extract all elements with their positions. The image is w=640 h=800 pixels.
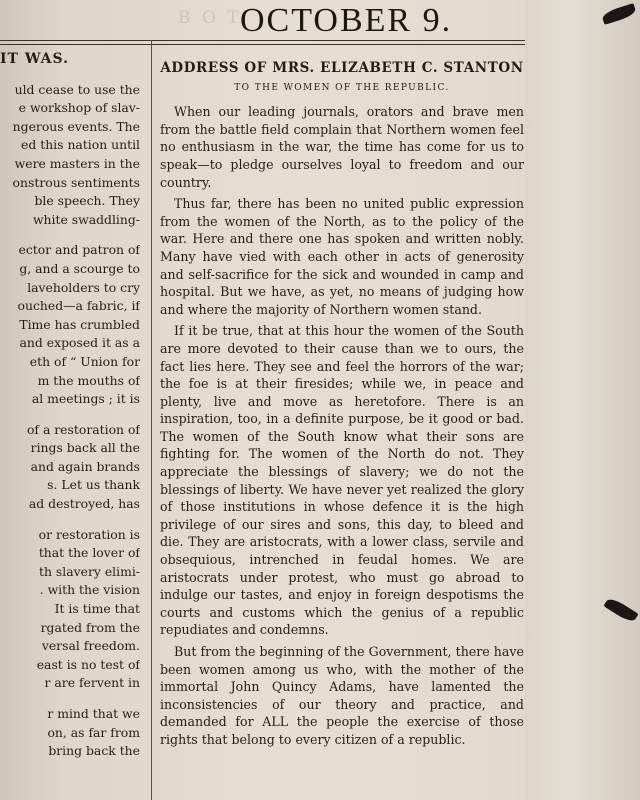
article-subtitle: TO THE WOMEN OF THE REPUBLIC.: [234, 82, 450, 93]
article-paragraph: When our leading journals, orators and brave men from the battle field complain that Northern women feel no enthusiasm in the war, the time has come for us to speak—to pledge ourselves loyal to freedom and our country.: [160, 104, 524, 190]
left-column-line: ector and patron of: [18, 242, 140, 258]
paragraph-gap: [0, 693, 140, 705]
paragraph-gap: [0, 409, 140, 421]
left-column-line: m the mouths of: [37, 372, 140, 388]
left-column-line: of a restoration of: [26, 421, 140, 437]
left-column-line: ble speech. They: [34, 193, 140, 209]
left-column-line: ouched—a fabric, if: [17, 298, 140, 314]
left-column-line: east is no test of: [36, 656, 140, 672]
left-column-line: rings back all the: [30, 440, 140, 456]
left-column-line: that the lover of: [38, 545, 140, 561]
left-column-line: . with the vision: [39, 582, 140, 598]
left-column-line: th slavery elimi-: [39, 563, 140, 579]
left-column-line: s. Let us thank: [47, 477, 140, 493]
article-title: ADDRESS OF MRS. ELIZABETH C. STANTON: [160, 60, 524, 76]
left-column-line: r mind that we: [47, 706, 140, 721]
left-column-line: Time has crumbled: [19, 316, 140, 332]
issue-date: OCTOBER 9.: [240, 2, 453, 39]
left-column-line: on, as far from: [47, 724, 140, 740]
left-column: [0, 42, 140, 761]
left-column-line: bring back the: [48, 743, 140, 759]
left-column-heading: IT WAS.: [0, 51, 70, 67]
left-column-line: ngerous events. The: [12, 118, 140, 134]
article-paragraph: If it be true, that at this hour the women of the South are more devoted to their cause than we to ours, the fact lies here. They see and feel the horrors of the war; the foe is at their firesides; while we, in peace and plenty, live and move as heretofore. There is an inspiration, too, in a definite purpose, be it good or bad. The women of the South know what their sons are fighting for. The women of the North do not. They appreciate the blessings of slavery; we do not the blessings of liberty. We have never yet realized the glory of those institutions in whose defence it is the high privilege of our sires and sons, this day, to bleed and die. They are aristocrats, with a lower class, servile and obsequious, intrenched in feudal homes. We are aristocrats under protest, who must go abroad to indulge our tastes, and enjoy in foreign despotisms the courts and customs which the genius of a republic repudiates and condemns.: [160, 323, 524, 638]
article-paragraph: Thus far, there has been no united public expression from the women of the North, as to the policy of the war. Here and there one has spoken and written nobly. Many have vied with each other in acts of generosity and self-sacrifice for the sick and wounded in camp and hospital. But we have, as yet, no means of judging how and where the majority of Northern women stand.: [160, 196, 524, 317]
column-divider: [151, 40, 152, 800]
left-column-line: were masters in the: [14, 155, 140, 171]
left-column-line: white swaddling-: [32, 211, 140, 227]
masthead-ghost-text: B O T: [178, 8, 242, 28]
paragraph-gap: [0, 514, 140, 526]
header-rule: [0, 40, 525, 41]
left-column-line: or restoration is: [38, 526, 140, 542]
binding-clip-icon: [601, 3, 637, 25]
left-column-line: eth of “ Union for: [29, 353, 140, 369]
page-margin: [525, 0, 640, 800]
left-column-line: ed this nation until: [21, 137, 140, 153]
left-column-line: laveholders to cry: [27, 279, 140, 295]
article-paragraph: But from the beginning of the Government, there have been women among us who, with the mother of the immortal John Quincy Adams, have lamented the inconsistencies of our theory and practice, and demanded for ALL the people the exercise of those rights that belong to every citizen of a republic.: [160, 644, 524, 747]
left-column-line: ad destroyed, has: [28, 496, 140, 512]
left-column-line: rgated from the: [40, 619, 140, 635]
left-column-line: and exposed it as a: [19, 335, 140, 351]
left-column-line: It is time that: [54, 601, 140, 617]
paragraph-gap: [0, 229, 140, 241]
article: [160, 56, 524, 753]
left-column-line: e workshop of slav-: [18, 100, 140, 116]
left-column-line: uld cease to use the: [14, 81, 140, 97]
left-column-line: versal freedom.: [41, 638, 140, 654]
left-column-text: [0, 81, 140, 761]
left-column-line: al meetings ; it is: [31, 391, 140, 407]
left-column-line: onstrous sentiments: [12, 174, 140, 190]
binding-clip-icon: [603, 596, 638, 624]
left-column-line: and again brands: [30, 458, 140, 474]
left-column-line: r are fervent in: [44, 675, 140, 691]
left-column-line: g, and a scourge to: [19, 260, 140, 276]
